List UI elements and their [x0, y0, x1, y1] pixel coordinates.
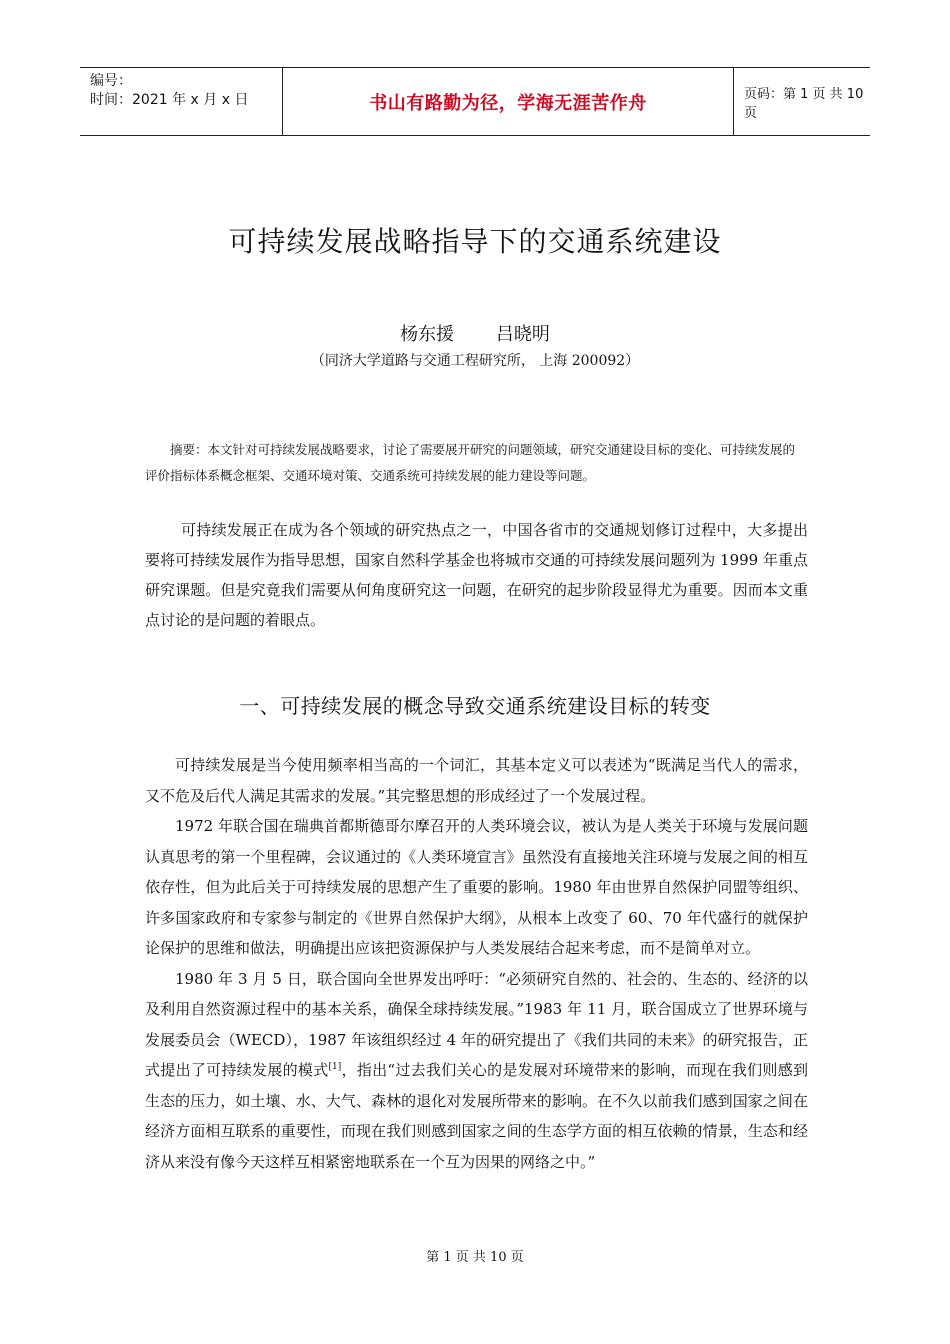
header-page-info-cell	[734, 68, 870, 135]
header-motto-cell	[282, 68, 734, 135]
authors	[0, 320, 950, 346]
body-paragraph: 1972 年联合国在瑞典首都斯德哥尔摩召开的人类环境会议，被认为是人类关于环境与发展问题认真思考的第一个里程碑，会议通过的《人类环境宣言》虽然没有直接地关注环境与发展之间的相互依存性，但为此后关于可持续发展的思想产生了重要的影响。1980 年由世界自然保护同盟等组织、许多国家政府和专家参与制定的《世界自然保护大纲》，从根本上改变了 60、70 年代盛行的就保护论保护的思维和做法，明确提出应该把资源保护与人类发展结合起来考虑，而不是简单对立。	[145, 817, 808, 957]
number-label: 编号：	[90, 73, 132, 89]
affiliation: （同济大学道路与交通工程研究所， 上海 200092）	[310, 353, 640, 369]
section-heading: 一、可持续发展的概念导致交通系统建设目标的转变	[239, 694, 711, 718]
header-page-info: 页码：第 1 页 共 10 页	[744, 86, 864, 121]
document-header	[80, 67, 870, 136]
citation-ref: [1]	[328, 1062, 342, 1072]
author-name: 吕晓明	[495, 324, 550, 345]
paragraph-text: ，指出“过去我们关心的是发展对环境带来的影响，而现在我们则感到生态的压力，如土壤、水、大气、森林的退化对发展所带来的影响。在不久以前我们感到国家之间在经济方面相互联系的重要性，而现在我们则感到国家之间的生态学方面的相互依赖的情景，生态和经济从来没有像今天这样互相紧密地联系在一个互为因果的网络之中。”	[145, 1061, 808, 1171]
page-footer: 第 1 页 共 10 页	[426, 1250, 524, 1265]
body-paragraph	[145, 964, 808, 1178]
body-paragraph: 可持续发展是当今使用频率相当高的一个词汇，其基本定义可以表述为“既满足当代人的需求，又不危及后代人满足其需求的发展。”其完整思想的形成经过了一个发展过程。	[145, 756, 808, 805]
author-name: 杨东援	[400, 324, 455, 345]
paragraph-text: 1980 年 3 月 5 日，联合国向全世界发出呼吁：“必须研究自然的、社会的、生态的、经济的以及利用自然资源过程中的基本关系，确保全球持续发展。”1983 年 11 月，联合国成立了世界环境与发展委员会（WECD），1987 年该组织经过 4 年的研究提出了《我们共同的未来》的研究报告，正式提出了可持续发展的模式	[145, 969, 808, 1079]
header-meta	[80, 68, 282, 135]
section-body	[145, 750, 808, 1177]
time-label: 时间：2021 年 x 月 x 日	[90, 92, 249, 108]
intro-paragraph: 可持续发展正在成为各个领域的研究热点之一，中国各省市的交通规划修订过程中，大多提出要将可持续发展作为指导思想，国家自然科学基金也将城市交通的可持续发展问题列为 1999 年重点研究课题。但是究竟我们需要从何角度研究这一问题，在研究的起步阶段显得尤为重要。因而本文重点讨论的是问题的着眼点。	[145, 521, 808, 629]
header-motto: 书山有路勤为径，学海无涯苦作舟	[369, 92, 647, 114]
document-title: 可持续发展战略指导下的交通系统建设	[228, 225, 722, 258]
abstract: 摘要：本文针对可持续发展战略要求，讨论了需要展开研究的问题领域，研究交通建设目标的变化、可持续发展的评价指标体系概念框架、交通环境对策、交通系统可持续发展的能力建设等问题。	[145, 442, 796, 483]
